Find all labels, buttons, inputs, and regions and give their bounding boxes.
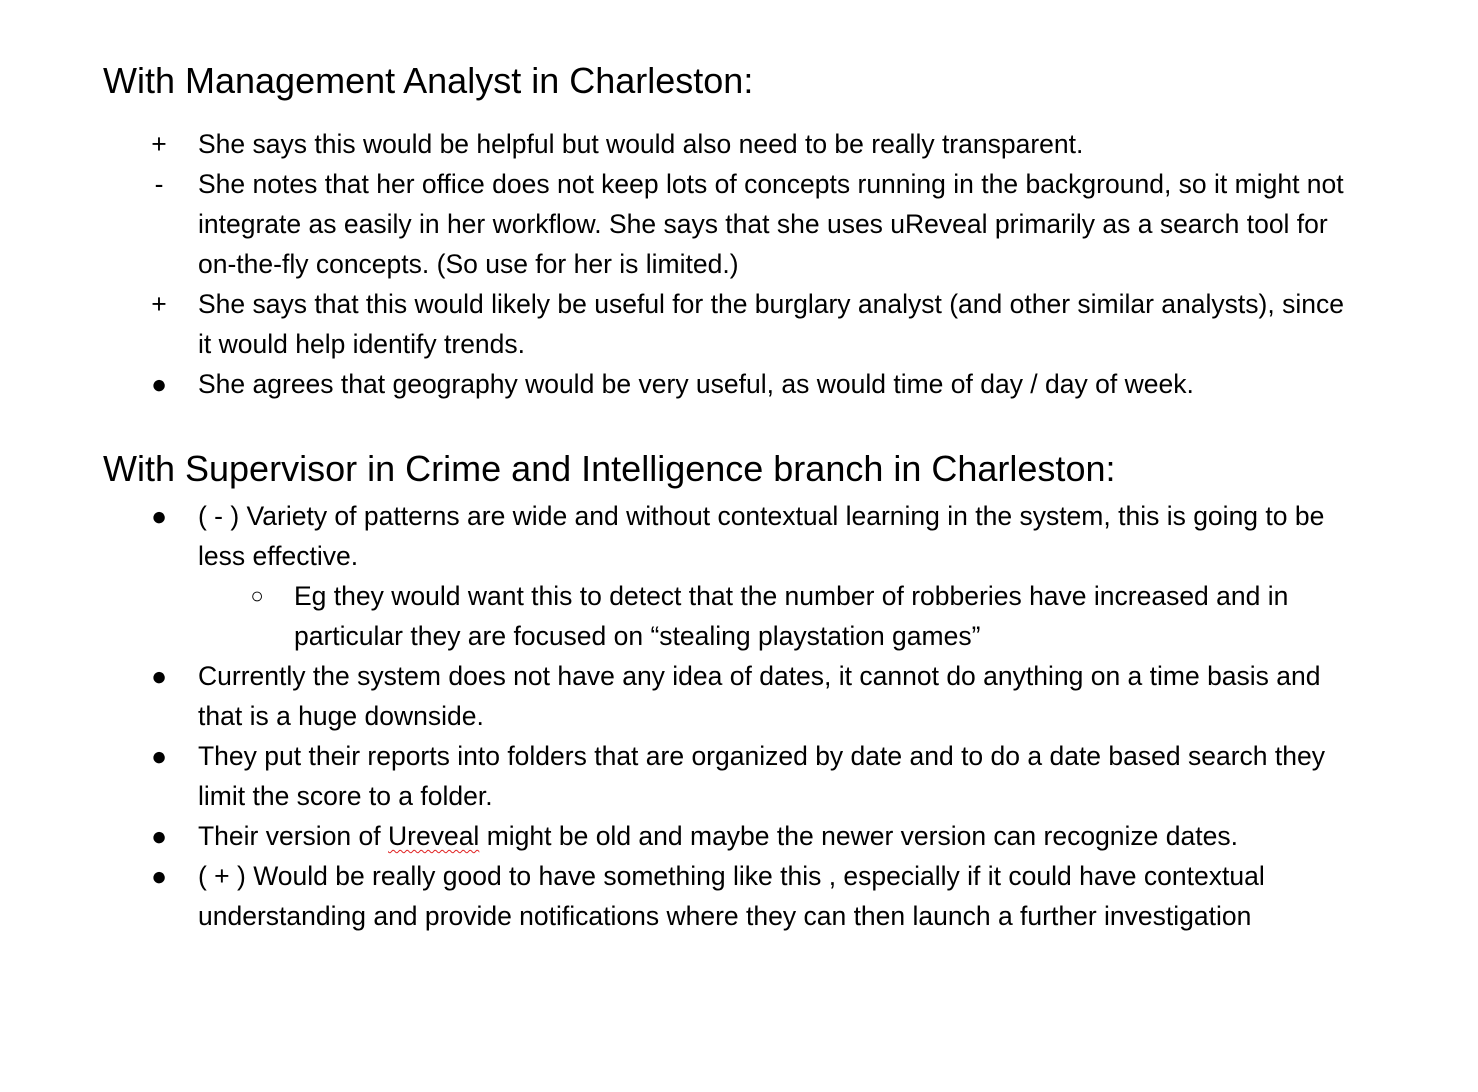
management-analyst-notes-list [0, 124, 1478, 404]
bullet-marker: ● [150, 741, 167, 771]
sub-list-item [0, 576, 1478, 656]
hollow-bullet-marker: ○ [250, 583, 264, 608]
list-item [0, 124, 1478, 164]
list-item-text [198, 816, 1358, 856]
bullet-marker: ● [150, 369, 167, 399]
list-item-text: She agrees that geography would be very useful, as would time of day / day of week. [198, 369, 1194, 399]
list-item [0, 816, 1478, 856]
list-item-text: ( - ) Variety of patterns are wide and without contextual learning in the system, this is going to be less effective. [198, 501, 1325, 571]
plus-marker: + [151, 129, 167, 159]
sub-list-item-text: Eg they would want this to detect that the number of robberies have increased and in particular they are focused on “stealing playstation games” [294, 581, 1289, 651]
supervisor-notes-list [0, 496, 1478, 936]
list-item [0, 496, 1478, 576]
bullet-marker: ● [150, 661, 167, 691]
list-item-text: She says that this would likely be useful for the burglary analyst (and other similar analysts), since it would help identify trends. [198, 289, 1344, 359]
bullet-marker: ● [150, 861, 167, 891]
plus-marker: + [151, 289, 167, 319]
list-item [0, 656, 1478, 736]
list-item [0, 856, 1478, 936]
text-segment: might be old and maybe the newer version can recognize dates. [479, 821, 1238, 851]
spellcheck-flagged-word[interactable]: Ureveal [388, 821, 480, 851]
list-item [0, 364, 1478, 404]
text-segment: Their version of [198, 821, 388, 851]
list-item [0, 284, 1478, 364]
list-item [0, 164, 1478, 284]
list-item-text: They put their reports into folders that are organized by date and to do a date based search they limit the score to a folder. [198, 741, 1325, 811]
section-heading-management-analyst: With Management Analyst in Charleston: [103, 60, 754, 101]
bullet-marker: ● [150, 501, 167, 531]
list-item-text: She says this would be helpful but would also need to be really transparent. [198, 129, 1084, 159]
bullet-marker: ● [150, 821, 167, 851]
minus-marker: - [154, 169, 164, 199]
list-item-text: Currently the system does not have any idea of dates, it cannot do anything on a time basis and that is a huge downside. [198, 661, 1321, 731]
list-item-text: She notes that her office does not keep lots of concepts running in the background, so it might not integrate as easily in her workflow. She says that she uses uReveal primarily as a search tool for on-the-fly concepts. (So use for her is limited.) [198, 169, 1344, 279]
list-item-text: ( + ) Would be really good to have something like this , especially if it could have contextual understanding and provide notifications where they can then launch a further investigation [198, 861, 1265, 931]
list-item [0, 736, 1478, 816]
section-heading-supervisor: With Supervisor in Crime and Intelligence branch in Charleston: [103, 448, 1116, 489]
